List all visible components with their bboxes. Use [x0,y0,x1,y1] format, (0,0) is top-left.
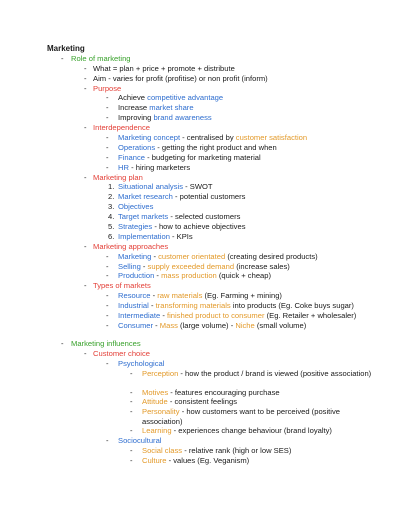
text-run: HR [118,162,129,172]
text-run: Interdependence [93,123,151,133]
subsection-heading [0,123,400,133]
section-gap [0,331,400,339]
text-run: - [148,301,156,311]
bullet-marker: - [106,162,109,172]
line-text [71,339,141,349]
bullet-marker: - [106,291,109,301]
bullet-marker: - [106,261,109,271]
text-run: - selected customers [168,212,241,222]
line-text [142,456,249,466]
bullet-marker: - [106,358,109,368]
outline-item [0,456,400,466]
line-text [93,281,151,291]
bullet-marker: 2. [108,192,115,202]
bullet-marker: - [106,311,109,321]
text-run: - getting the right product and when [155,142,277,152]
bullet-marker: - [106,103,109,113]
text-run: Learning [142,426,172,436]
bullet-marker: - [84,241,87,251]
line-text [93,349,150,359]
bullet-marker: - [130,397,133,407]
subsection-heading [0,84,400,94]
outline-item [0,311,400,321]
text-run: Implementation [118,231,170,241]
text-run: - features encouraging purchase [168,387,280,397]
text-run: Marketing [118,251,152,261]
text-run: (large volume) - [177,320,236,330]
bullet-marker: - [84,63,87,73]
text-run: Customer choice [93,348,150,358]
text-run: (small volume) [254,320,307,330]
bullet-marker: 4. [108,212,115,222]
bullet-marker: - [106,152,109,162]
outline-item [0,74,400,84]
outline-item [0,153,400,163]
text-run: Social class [142,446,183,456]
text-run: - [140,261,148,271]
text-run: Culture [142,455,167,465]
text-run: (increase sales) [234,261,290,271]
text-run: Consumer [118,320,154,330]
line-text [118,252,318,262]
text-run: Intermediate [118,311,161,321]
text-run: Motives [142,387,169,397]
bullet-marker: - [130,387,133,397]
line-text [93,173,143,183]
text-run: What = plan + price + promote + distribute [93,63,235,73]
outline-item [0,143,400,153]
text-run: mass production [161,271,217,281]
text-run: Niche [235,320,255,330]
group-heading [0,436,400,446]
subsection-heading [0,173,400,183]
text-run: - [153,320,160,330]
section-heading [0,339,400,349]
outline-item [0,202,400,212]
text-run: Market research [118,192,173,202]
text-run: - how the product / brand is viewed (positive association) [178,368,372,378]
outline-item [0,163,400,173]
outline-item [0,64,400,74]
text-run: supply exceeded demand [147,261,235,271]
text-run: Resource [118,291,151,301]
text-run: (Eg. Retailer + wholesaler) [264,311,357,321]
line-text [142,388,280,398]
text-run: customer satisfaction [235,133,308,143]
text-run: Psychological [118,358,165,368]
line-text [118,291,282,301]
line-text [47,44,85,54]
bullet-marker: 3. [108,202,115,212]
text-run: Increase [118,103,150,113]
outline-item [0,426,400,436]
bullet-marker: - [84,281,87,291]
bullet-marker: 5. [108,222,115,232]
text-run: (creating desired products) [225,251,318,261]
line-text [118,311,356,321]
text-run: Industrial [118,301,149,311]
bullet-marker: - [130,368,133,378]
text-run: - how customers want to be perceived (positive association) [142,407,340,426]
text-run: - hiring marketers [128,162,191,172]
text-run: customer orientated [158,251,226,261]
text-run: Personality [142,407,180,417]
line-text [118,192,245,202]
text-run: - SWOT [183,182,213,192]
subsection-heading [0,349,400,359]
outline-item [0,301,400,311]
line-text [93,64,235,74]
text-run: Sociocultural [118,436,162,446]
bullet-marker: - [84,348,87,358]
text-run: Perception [142,368,179,378]
line-text [118,359,164,369]
text-run: Objectives [118,202,154,212]
outline-item [0,232,400,242]
outline-item [0,291,400,301]
line-text [118,163,190,173]
bullet-marker: - [61,338,64,348]
text-run: Marketing approaches [93,241,169,251]
text-run: Improving [118,113,154,123]
bullet-marker: - [84,83,87,93]
outline-item [0,252,400,262]
text-run: market share [149,103,194,113]
subsection-heading [0,281,400,291]
text-run: - [160,311,167,321]
bullet-marker: 6. [108,231,115,241]
outline-item [0,212,400,222]
text-run: Aim - varies for profit (profitise) or non profit (inform) [93,73,268,83]
text-run: - centralised by [180,133,236,143]
line-text [142,407,382,426]
text-run: - [150,291,158,301]
text-run: Marketing influences [71,338,141,348]
text-run: - [151,251,159,261]
line-text [71,54,131,64]
line-text [93,74,268,84]
text-run: Strategies [118,222,153,232]
line-text [118,103,194,113]
text-run: Situational analysis [118,182,184,192]
bullet-marker: - [106,436,109,446]
outline-item [0,271,400,281]
text-run: competitive advantage [147,93,224,103]
bullet-marker: - [130,455,133,465]
line-text [118,133,307,143]
outline-item [0,133,400,143]
group-heading [0,359,400,369]
text-run: Achieve [118,93,148,103]
bullet-marker: - [130,426,133,436]
bullet-marker: - [130,407,133,417]
line-text [118,232,193,242]
outline-item [0,388,400,398]
line-text [118,153,261,163]
outline-item [0,93,400,103]
line-text [118,436,161,446]
text-run: raw materials [157,291,203,301]
bullet-marker: - [106,142,109,152]
text-run: - how to achieve objectives [152,222,246,232]
outline-item [0,182,400,192]
line-text [118,271,271,281]
page-title [0,44,400,54]
text-run: - values (Eg. Veganism) [166,455,250,465]
text-run: brand awareness [153,113,212,123]
text-run: Operations [118,142,156,152]
text-run: - KPIs [169,231,193,241]
text-run: Marketing [47,44,85,53]
bullet-marker: - [106,93,109,103]
text-run: Role of marketing [71,53,131,63]
bullet-marker: - [84,73,87,83]
text-run: - [154,271,162,281]
text-run: Marketing plan [93,172,143,182]
line-text [142,369,382,379]
line-text [118,93,223,103]
text-run: Purpose [93,83,122,93]
line-text [118,321,306,331]
text-run: Target markets [118,212,169,222]
line-text [118,143,277,153]
line-text [118,182,213,192]
outline-item [0,222,400,232]
section-heading [0,54,400,64]
line-text [118,202,153,212]
line-text [142,426,332,436]
bullet-marker: - [106,113,109,123]
text-run: - relative rank (high or low SES) [182,446,292,456]
text-run: (Eg. Farming + mining) [202,291,282,301]
text-run: - budgeting for marketing material [145,152,261,162]
outline-item [0,321,400,331]
bullet-marker: - [106,251,109,261]
outline-item [0,446,400,456]
line-text [118,222,246,232]
line-text [93,242,168,252]
bullet-marker: - [84,172,87,182]
text-run: Types of markets [93,281,151,291]
outline-item [0,369,400,388]
bullet-marker: - [84,123,87,133]
line-text [118,113,212,123]
text-run: transforming materials [155,301,231,311]
outline-item [0,407,400,426]
bullet-marker: - [106,320,109,330]
bullet-marker: - [106,133,109,143]
line-text [93,123,150,133]
document-body [0,44,400,466]
text-run: - potential customers [172,192,246,202]
outline-item [0,192,400,202]
bullet-marker: 1. [108,182,115,192]
text-run: - experiences change behaviour (brand loyalty) [171,426,332,436]
text-run: (quick + cheap) [216,271,272,281]
bullet-marker: - [61,53,64,63]
outline-item [0,113,400,123]
bullet-marker: - [106,301,109,311]
line-text [118,212,240,222]
outline-item [0,262,400,272]
text-run: - consistent feelings [167,397,237,407]
text-run: Selling [118,261,141,271]
bullet-marker: - [130,446,133,456]
outline-item [0,103,400,113]
text-run: Marketing concept [118,133,181,143]
line-text [142,397,237,407]
text-run: finished product to consumer [166,311,265,321]
outline-item [0,397,400,407]
text-run: into products (Eg. Coke buys sugar) [230,301,354,311]
subsection-heading [0,242,400,252]
line-text [142,446,291,456]
text-run: Production [118,271,155,281]
text-run: Attitude [142,397,168,407]
bullet-marker: - [106,271,109,281]
line-text [118,262,290,272]
line-text [118,301,354,311]
text-run: Finance [118,152,146,162]
line-text [93,84,121,94]
text-run: Mass [159,320,178,330]
